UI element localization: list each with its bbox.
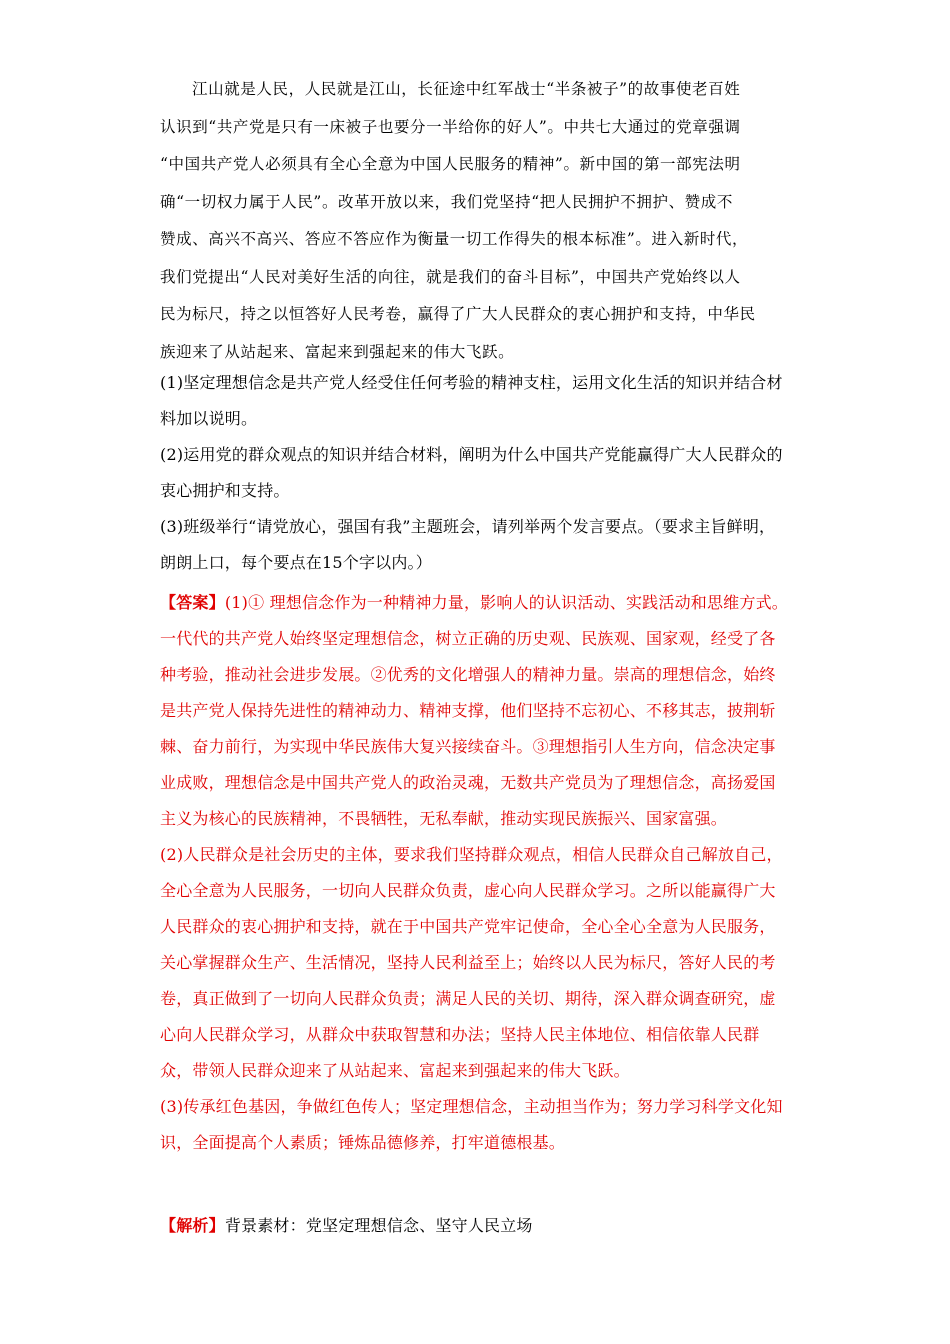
material-line: 我们党提出“人民对美好生活的向往，就是我们的奋斗目标”，中国共产党始终以人 xyxy=(160,267,741,286)
question-1: (1)坚定理想信念是共产党人经受住任何考验的精神支柱，运用文化生活的知识并结合材料加以说明。 xyxy=(160,373,783,428)
material-line: 族迎来了从站起来、富起来到强起来的伟大飞跃。 xyxy=(160,342,515,361)
analysis-line xyxy=(160,1208,790,1244)
answer-1-text: (1)① 理想信念作为一种精神力量，影响人的认识活动、实践活动和思维方式。一代代的共产党人始终坚定理想信念，树立正确的历史观、民族观、国家观，经受了各种考验，推动社会进步发展。②优秀的文化增强人的精神力量。崇高的理想信念，始终是共产党人保持先进性的精神动力、精神支撑，他们坚持不忘初心、不移其志，披荆斩棘、奋力前行，为实现中华民族伟大复兴接续奋斗。③理想指引人生方向，信念决定事业成败，理想信念是中国共产党人的政治灵魂，无数共产党员为了理想信念，高扬爱国主义为核心的民族精神，不畏牺牲，无私奉献，推动实现民族振兴、国家富强。 xyxy=(160,593,788,828)
material-line: 赞成、高兴不高兴、答应不答应作为衡量一切工作得失的根本标准”。进入新时代， xyxy=(160,230,749,248)
analysis-section xyxy=(160,1208,790,1244)
answer-section xyxy=(160,585,790,1161)
material-passage xyxy=(160,71,790,371)
analysis-tag: 【解析】 xyxy=(160,1216,225,1235)
question-2: (2)运用党的群众观点的知识并结合材料，阐明为什么中国共产党能赢得广大人民群众的衷心拥护和支持。 xyxy=(160,445,783,500)
answer-part-1 xyxy=(160,585,790,837)
analysis-text: 背景素材：党坚定理想信念、坚守人民立场 xyxy=(224,1216,533,1235)
material-line: 认识到“共产党是只有一床被子也要分一半给你的好人”。中共七大通过的党章强调 xyxy=(160,117,741,136)
material-line: “中国共产党人必须具有全心全意为中国人民服务的精神”。新中国的第一部宪法明 xyxy=(160,155,741,173)
material-line: 确“一切权力属于人民”。改革开放以来，我们党坚持“把人民拥护不拥护、赞成不 xyxy=(160,192,733,211)
material-line: 民为标尺，持之以恒答好人民考卷，赢得了广大人民群众的衷心拥护和支持，中华民 xyxy=(160,305,756,323)
answer-part-3: (3)传承红色基因，争做红色传人；坚定理想信念，主动担当作为；努力学习科学文化知识，全面提高个人素质；锤炼品德修养，打牢道德根基。 xyxy=(160,1097,783,1152)
answer-part-2: (2)人民群众是社会历史的主体，要求我们坚持群众观点，相信人民群众自己解放自己，全心全意为人民服务，一切向人民群众负责，虚心向人民群众学习。之所以能赢得广大人民群众的衷心拥护和支持，就在于中国共产党牢记使命，全心全心全意为人民服务，关心掌握群众生产、生活情况，坚持人民利益至上；始终以人民为标尺，答好人民的考卷，真正做到了一切向人民群众负责；满足人民的关切、期待，深入群众调查研究，虚心向人民群众学习，从群众中获取智慧和办法；坚持人民主体地位、相信依靠人民群众，带领人民群众迎来了从站起来、富起来到强起来的伟大飞跃。 xyxy=(160,845,783,1080)
answer-tag: 【答案】 xyxy=(160,593,225,612)
question-3: (3)班级举行“请党放心，强国有我”主题班会，请列举两个发言要点。（要求主旨鲜明，朗朗上口，每个要点在15个字以内。） xyxy=(160,517,776,572)
questions-section xyxy=(160,365,790,581)
material-line: 江山就是人民，人民就是江山，长征途中红军战士“半条被子”的故事使老百姓 xyxy=(192,80,741,98)
